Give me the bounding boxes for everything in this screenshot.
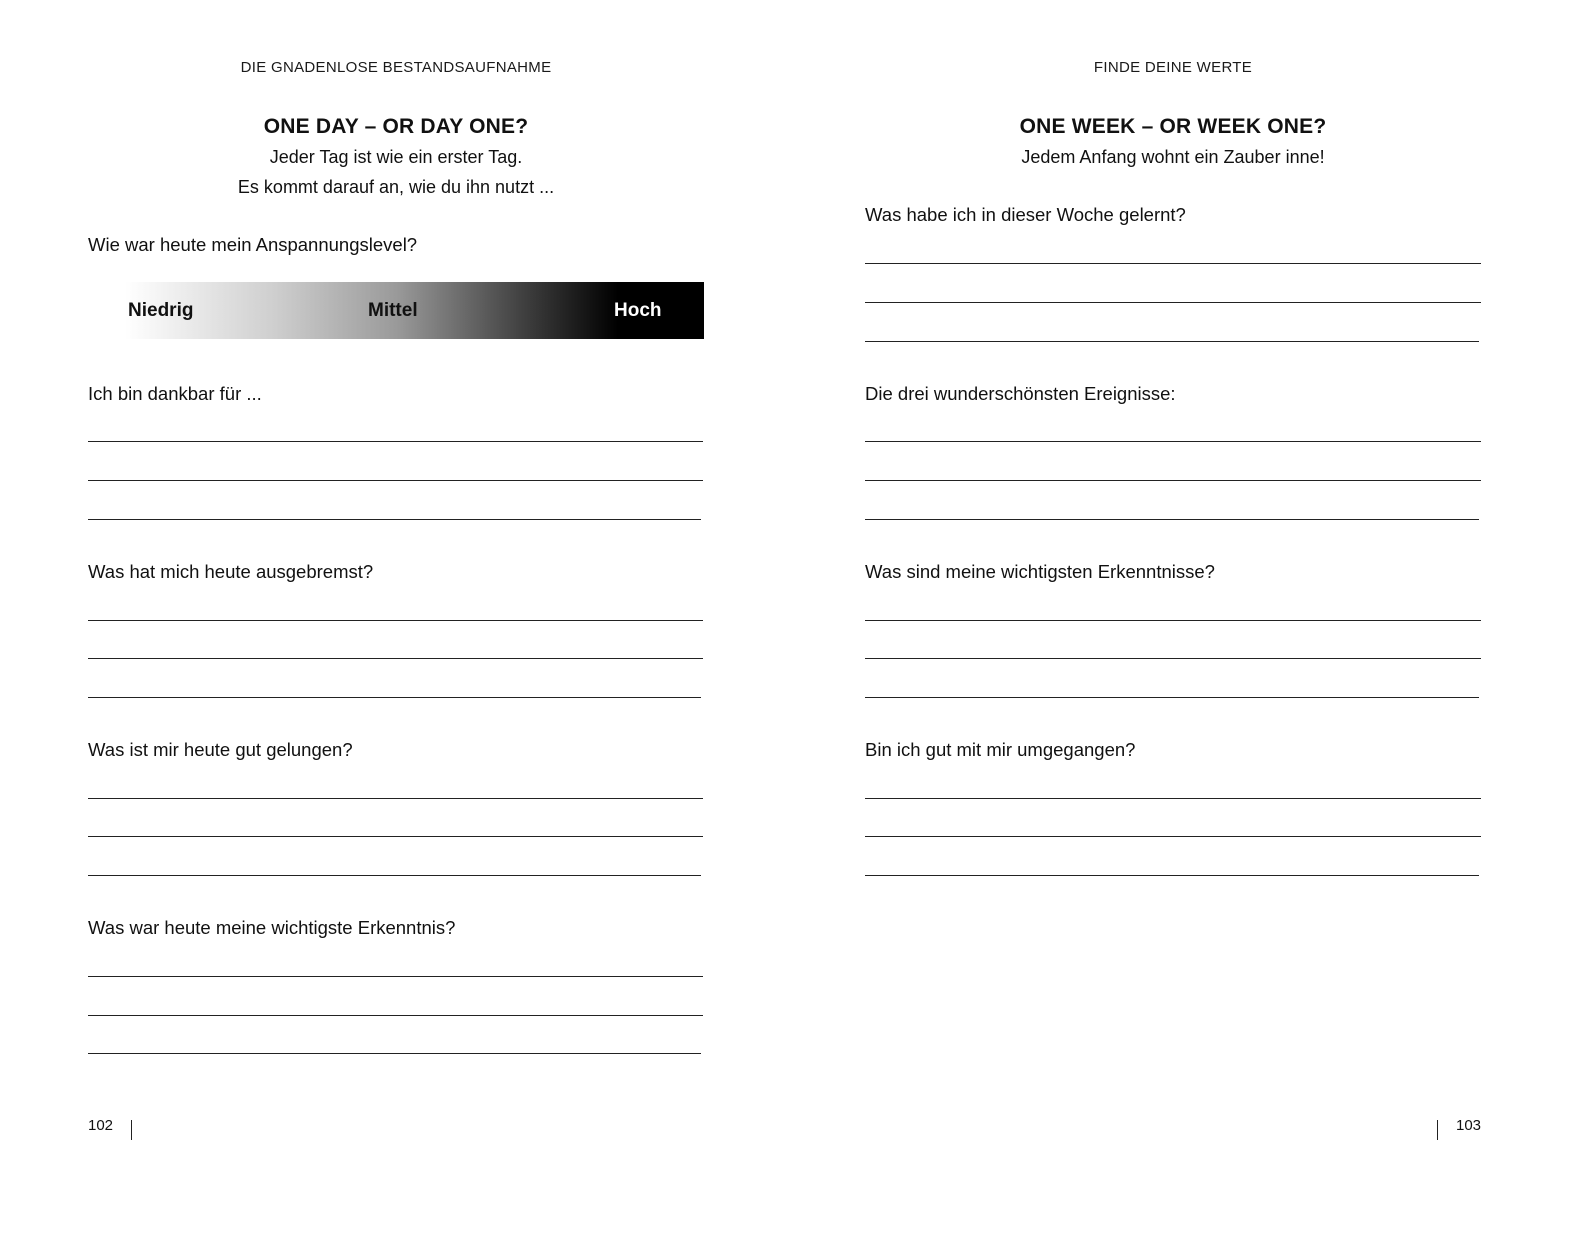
writing-line[interactable] <box>88 519 701 520</box>
writing-line[interactable] <box>865 341 1479 342</box>
writing-line[interactable] <box>88 1053 701 1054</box>
question-slowed-down: Was hat mich heute ausgebremst? <box>88 561 374 582</box>
writing-line[interactable] <box>865 519 1479 520</box>
subtitle <box>865 142 1481 172</box>
tension-scale <box>88 282 704 339</box>
question-events: Die drei wunderschönsten Ereignisse: <box>865 383 1176 404</box>
scale-label-high: Hoch <box>614 300 662 321</box>
writing-line[interactable] <box>865 875 1479 876</box>
subtitle-line: Es kommt darauf an, wie du ihn nutzt ... <box>237 177 555 197</box>
writing-line[interactable] <box>88 658 703 659</box>
writing-line[interactable] <box>88 836 703 837</box>
writing-line[interactable] <box>865 302 1481 303</box>
writing-line[interactable] <box>88 441 703 442</box>
question-insight: Was war heute meine wichtigste Erkenntnis? <box>88 917 456 938</box>
writing-line[interactable] <box>88 697 701 698</box>
writing-line[interactable] <box>865 620 1481 621</box>
writing-line[interactable] <box>88 875 701 876</box>
scale-label-mid: Mittel <box>368 300 418 321</box>
question-self-care: Bin ich gut mit mir umgegangen? <box>865 739 1136 760</box>
folio-divider <box>131 1120 132 1140</box>
subtitle-line: Jeder Tag ist wie ein erster Tag. <box>269 147 523 167</box>
writing-line[interactable] <box>865 263 1481 264</box>
page-number: 102 <box>88 1117 114 1134</box>
page-title: ONE WEEK – OR WEEK ONE? <box>1019 115 1327 138</box>
subtitle <box>88 142 704 202</box>
folio-divider <box>1437 1120 1438 1140</box>
tension-question: Wie war heute mein Anspannungslevel? <box>88 234 418 255</box>
page-title: ONE DAY – OR DAY ONE? <box>263 115 529 138</box>
question-success: Was ist mir heute gut gelungen? <box>88 739 353 760</box>
question-insights: Was sind meine wichtigsten Erkenntnisse? <box>865 561 1215 582</box>
writing-line[interactable] <box>865 836 1481 837</box>
writing-line[interactable] <box>865 798 1481 799</box>
running-head: FINDE DEINE WERTE <box>1093 59 1253 76</box>
question-learned: Was habe ich in dieser Woche gelernt? <box>865 204 1186 225</box>
right-page <box>797 0 1594 1240</box>
writing-line[interactable] <box>865 480 1481 481</box>
subtitle-line: Jedem Anfang wohnt ein Zauber inne! <box>1021 147 1325 167</box>
writing-line[interactable] <box>865 441 1481 442</box>
writing-line[interactable] <box>88 480 703 481</box>
page-number: 103 <box>1456 1117 1482 1134</box>
writing-line[interactable] <box>865 697 1479 698</box>
writing-line[interactable] <box>88 620 703 621</box>
writing-line[interactable] <box>865 658 1481 659</box>
running-head: DIE GNADENLOSE BESTANDSAUFNAHME <box>240 59 552 76</box>
writing-line[interactable] <box>88 1015 703 1016</box>
question-gratitude: Ich bin dankbar für ... <box>88 383 262 404</box>
writing-line[interactable] <box>88 976 703 977</box>
writing-line[interactable] <box>88 798 703 799</box>
scale-label-low: Niedrig <box>128 300 194 321</box>
